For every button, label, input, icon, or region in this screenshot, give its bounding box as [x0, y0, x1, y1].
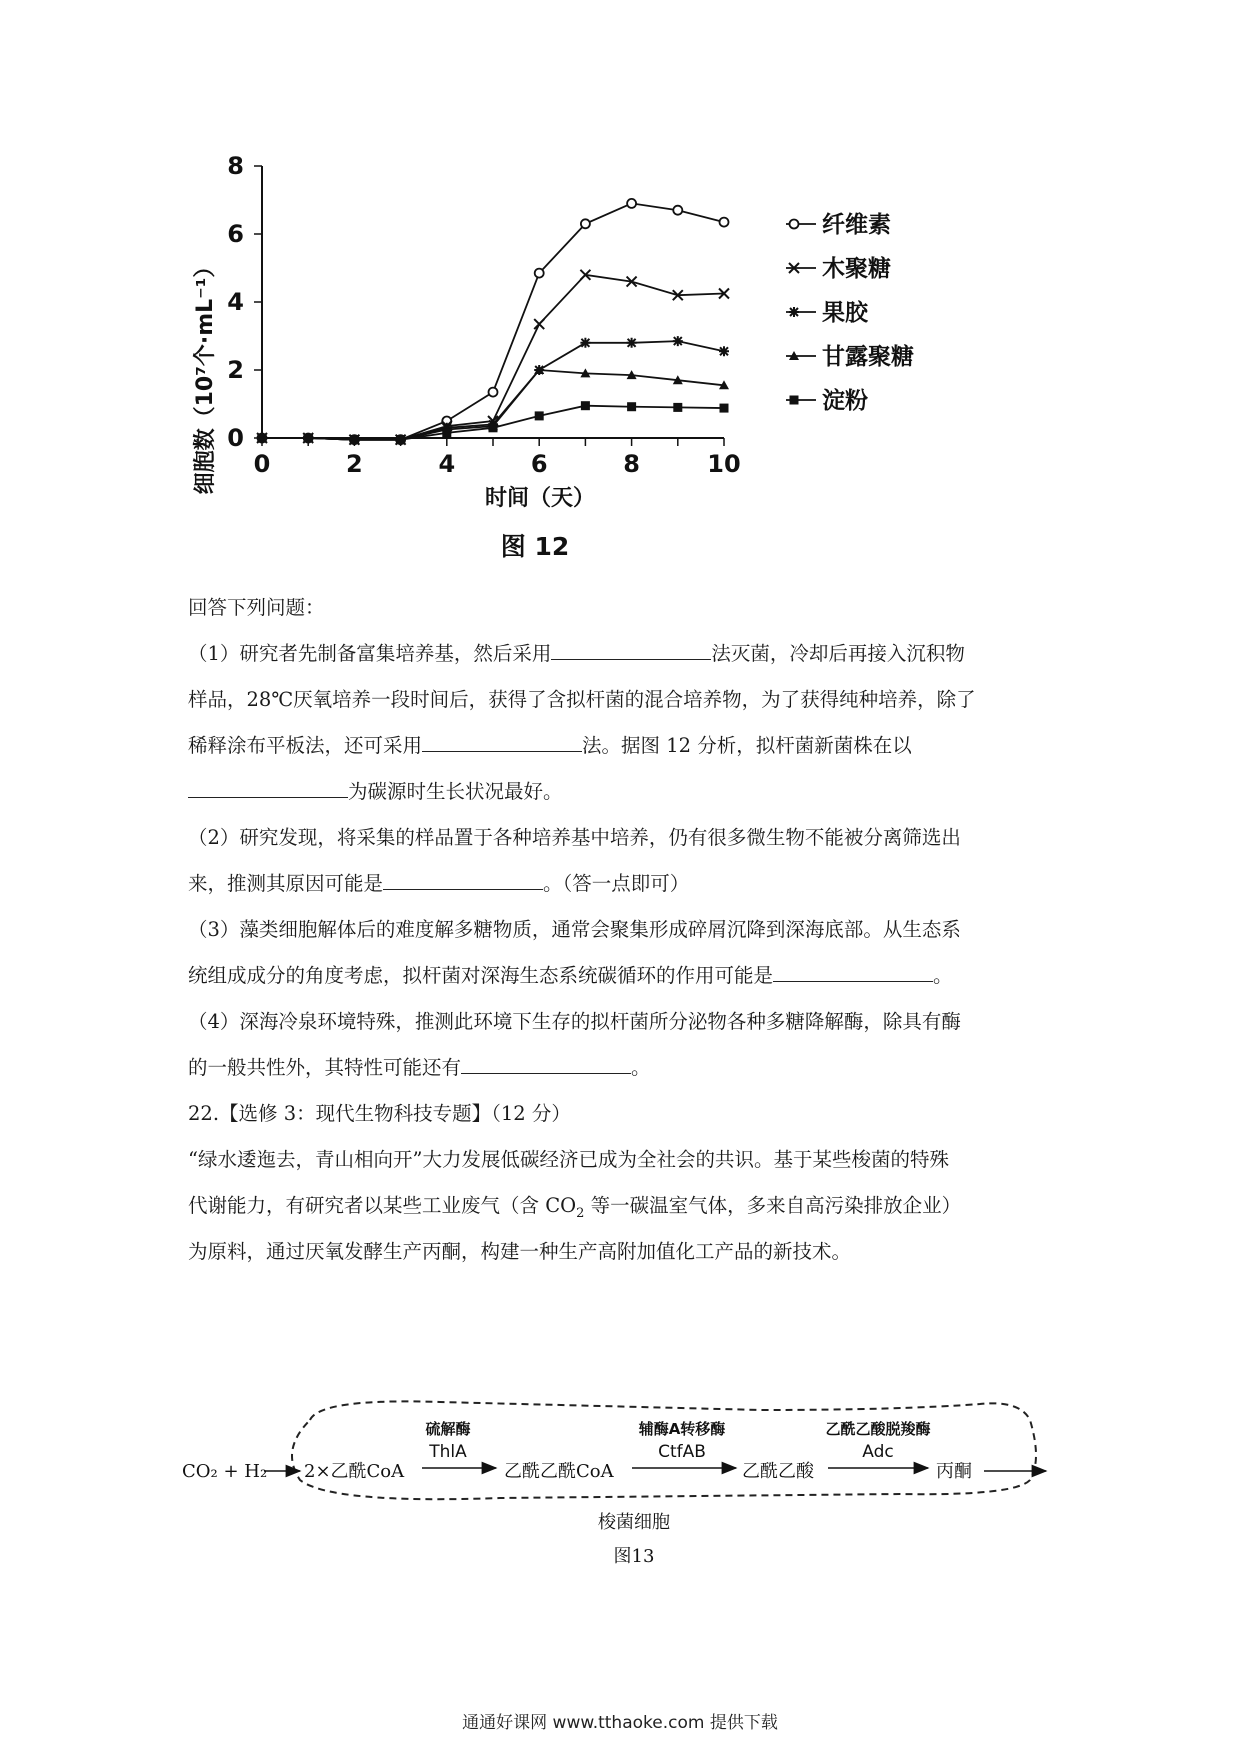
legend-label: 纤维素: [822, 212, 891, 238]
q2-line1: [188, 815, 1068, 861]
y-tick-label: 8: [227, 152, 244, 180]
x-axis-label: 时间（天）: [484, 486, 596, 511]
y-tick-label: 6: [227, 220, 244, 248]
y-tick-label: 4: [227, 288, 244, 316]
cell-label: 梭菌细胞: [598, 1512, 670, 1533]
legend-item-2: [786, 299, 869, 326]
q3-text-a: （3）藻类细胞解体后的难度解多糖物质，通常会聚集形成碎屑沉降到深海底部。从生态系: [188, 918, 961, 941]
intro-line: [188, 585, 1068, 631]
x-tick-label: 8: [623, 450, 640, 478]
data-point: [627, 338, 637, 348]
data-point: [489, 388, 498, 397]
answer-blank-3[interactable]: [188, 769, 348, 798]
q22-line2: [188, 1183, 1068, 1229]
legend-label: 木聚糖: [822, 256, 891, 282]
step-acetoacetate: 乙酰乙酸: [742, 1461, 814, 1482]
legend-item-3: [786, 343, 914, 370]
step-acetyl-coa: 2×乙酰CoA: [304, 1461, 405, 1482]
q1-text-b: 法灭菌，冷却后再接入沉积物: [711, 642, 965, 665]
answer-blank-6[interactable]: [461, 1045, 631, 1074]
answer-blank-5[interactable]: [773, 953, 933, 982]
figure-caption: 图 12: [500, 532, 570, 561]
enzyme-thiolase-label: 硫解酶: [425, 1420, 471, 1438]
q1-line2: [188, 677, 1068, 723]
legend-label: 淀粉: [822, 388, 868, 414]
data-point: [350, 435, 359, 444]
q2-text-b: 来，推测其原因可能是: [188, 872, 384, 895]
q22-text-3: 为原料，通过厌氧发酵生产丙酮，构建一种生产高附加值化工产品的新技术。: [188, 1240, 852, 1263]
intro-text: 回答下列问题：: [188, 596, 325, 619]
data-point: [673, 206, 682, 215]
data-point: [720, 218, 729, 227]
data-point: [581, 219, 590, 228]
q1-text-e: 法。据图 12 分析，拟杆菌新菌株在以: [582, 734, 912, 757]
legend-label: 甘露聚糖: [822, 344, 914, 370]
q22-co2-subscript: 2: [576, 1205, 585, 1221]
q2-text-a: （2）研究发现，将采集的样品置于各种培养基中培养，仍有很多微生物不能被分离筛选出: [188, 826, 961, 849]
page-footer: 通通好课网 www.tthaoke.com 提供下载: [462, 1713, 778, 1733]
answer-blank-4[interactable]: [383, 861, 543, 890]
q3-line1: [188, 907, 1068, 953]
q1-line4: [188, 769, 1068, 815]
data-point: [580, 338, 590, 348]
data-point: [581, 401, 590, 410]
enzyme-thla-code: ThlA: [429, 1442, 467, 1462]
y-tick-label: 2: [227, 356, 244, 384]
data-point: [627, 402, 636, 411]
q4-text-c: 。: [631, 1056, 651, 1079]
legend-label: 果胶: [822, 300, 868, 326]
input-co2-h2: CO₂ + H₂: [182, 1461, 268, 1482]
pathway-diagram: [182, 1380, 1180, 1580]
enzyme-adc-code: Adc: [862, 1442, 894, 1462]
data-point: [396, 435, 405, 444]
q1-text-a: （1）研究者先制备富集培养基，然后采用: [188, 642, 552, 665]
product-acetone: 丙酮: [936, 1461, 972, 1482]
question-text: [188, 585, 1068, 1275]
q4-text-b: 的一般共性外，其特性可能还有: [188, 1056, 462, 1079]
answer-blank-2[interactable]: [422, 723, 582, 752]
q3-text-b: 统组成成分的角度考虑，拟杆菌对深海生态系统碳循环的作用可能是: [188, 964, 774, 987]
data-point: [720, 404, 729, 413]
q4-line1: [188, 999, 1068, 1045]
legend-marker: [790, 220, 799, 229]
q3-line2: [188, 953, 1068, 999]
data-point: [489, 423, 498, 432]
chart-svg: [190, 152, 1050, 640]
data-point: [673, 336, 683, 346]
legend-marker: [790, 396, 799, 405]
x-tick-label: 0: [253, 450, 271, 478]
q1-text-c: 样品，28℃厌氧培养一段时间后，获得了含拟杆菌的混合培养物，为了获得纯种培养，除了: [188, 688, 976, 711]
q1-text-d: 稀释涂布平板法，还可采用: [188, 734, 423, 757]
chart-series-layer: [257, 199, 729, 445]
q22-text-1: “绿水逶迤去，青山相向开”大力发展低碳经济已成为全社会的共识。基于某些梭菌的特殊: [188, 1148, 949, 1171]
legend-item-0: [786, 211, 891, 238]
y-tick-label: 0: [227, 424, 244, 452]
x-tick-label: 6: [530, 450, 548, 478]
q22-text-2b: 等一碳温室气体，多来自高污染排放企业）: [584, 1194, 962, 1217]
enzyme-decarboxylase-label: 乙酰乙酸脱羧酶: [825, 1420, 931, 1438]
q22-title-line: [188, 1091, 1068, 1137]
q4-line2: [188, 1045, 1068, 1091]
data-point: [627, 199, 636, 208]
q3-text-c: 。: [933, 964, 953, 987]
q22-line3: [188, 1229, 1068, 1275]
x-tick-label: 4: [438, 450, 456, 478]
growth-chart: [190, 152, 1050, 640]
series-1: [257, 270, 729, 445]
data-point: [535, 411, 544, 420]
pathway-svg: [182, 1380, 1180, 1580]
x-tick-label: 10: [707, 450, 741, 478]
data-point: [442, 428, 451, 437]
q22-text-2a: 代谢能力，有研究者以某些工业废气（含 CO: [188, 1194, 577, 1217]
enzyme-coa-transferase-label: 辅酶A转移酶: [638, 1420, 726, 1438]
answer-blank-1[interactable]: [551, 631, 711, 660]
q1-text-f: 为碳源时生长状况最好。: [348, 780, 563, 803]
legend-item-4: [786, 387, 868, 414]
y-axis-label: 细胞数（10⁷个·mL⁻¹）: [193, 255, 218, 495]
enzyme-ctfab-code: CtfAB: [658, 1442, 706, 1462]
q22-title: 22.【选修 3：现代生物科技专题】（12 分）: [188, 1102, 571, 1125]
q4-text-a: （4）深海冷泉环境特殊，推测此环境下生存的拟杆菌所分泌物各种多糖降解酶，除具有酶: [188, 1010, 961, 1033]
q2-text-c: 。（答一点即可）: [543, 872, 690, 895]
data-point: [719, 346, 729, 356]
legend-item-1: [786, 255, 891, 282]
data-point: [258, 434, 267, 443]
data-point: [534, 319, 544, 329]
q22-line1: [188, 1137, 1068, 1183]
step-acetoacetyl-coa: 乙酰乙酰CoA: [504, 1461, 614, 1482]
data-point: [535, 269, 544, 278]
chart-legend: [786, 211, 914, 414]
series-line: [262, 275, 724, 440]
q1-line1: [188, 631, 1068, 677]
q2-line2: [188, 861, 1068, 907]
legend-marker: [789, 307, 799, 317]
series-line: [262, 203, 724, 439]
data-point: [673, 403, 682, 412]
data-point: [304, 434, 313, 443]
x-tick-label: 2: [346, 450, 363, 478]
figure-13-caption: 图13: [613, 1546, 655, 1567]
q1-line3: [188, 723, 1068, 769]
